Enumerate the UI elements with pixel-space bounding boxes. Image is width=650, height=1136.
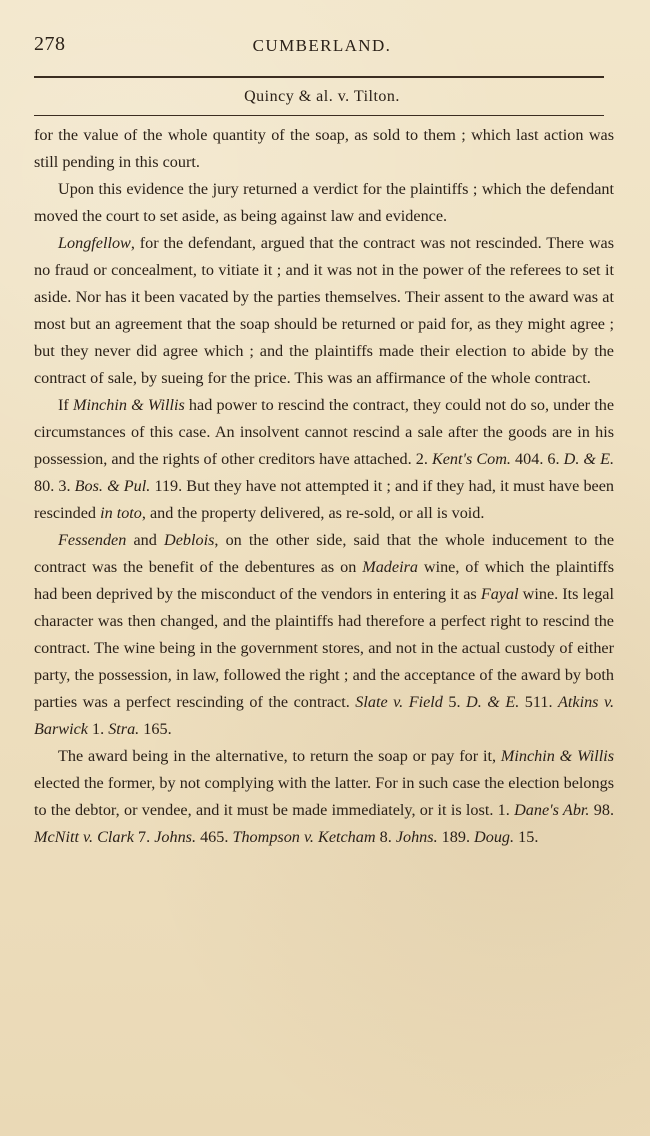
body-text: Upon this evidence the jury returned a verdict for the plaintiffs ; which the defendant moved the court to set aside, as being against law and evidence. xyxy=(34,180,614,225)
body-text: 465. xyxy=(196,828,233,846)
body-text: 7. xyxy=(133,828,155,846)
body-text: 511. xyxy=(519,693,558,711)
body-text: 165. xyxy=(139,720,172,738)
body-text: , and the property delivered, as re-sold, or all is void. xyxy=(141,504,485,522)
body-paragraph xyxy=(34,743,614,851)
italic-text: Atkins v. Barwick xyxy=(34,693,614,738)
body-text: 8. xyxy=(375,828,396,846)
italic-text: Fessenden xyxy=(58,531,127,549)
body-text: 189. xyxy=(437,828,475,846)
body-text: 404. 6. xyxy=(510,450,564,468)
body-text: for the value of the whole quantity of the soap, as sold to them ; which last action was still pending in this court. xyxy=(34,126,614,171)
italic-text: Fayal xyxy=(480,585,519,603)
body-text: 119. But they have not attempted it ; and if they had, it must have been rescinded xyxy=(34,477,614,522)
body-text: 98. xyxy=(589,801,614,819)
italic-text: Kent's Com. xyxy=(431,450,511,468)
running-head xyxy=(34,28,610,56)
body-text: , on the other side, said that the whole inducement to the contract was the benefit of the debentures as on xyxy=(34,531,615,576)
body-text: had power to rescind the contract, they could not do so, under the circumstances of this case. An insolvent cannot rescind a sale after the goods are in his possession, and the rights of other creditors have attached. 2. xyxy=(34,396,615,468)
italic-text: Stra. xyxy=(108,720,140,738)
body-paragraph xyxy=(34,527,614,743)
italic-text: Bos. & Pul. xyxy=(74,477,151,495)
italic-text: in toto xyxy=(100,504,142,522)
italic-text: Deblois xyxy=(164,531,215,549)
italic-text: Johns. xyxy=(154,828,197,846)
italic-text: Longfellow xyxy=(58,234,131,252)
body-text: wine, of which the plaintiffs had been deprived by the misconduct of the vendors in entering it as xyxy=(34,558,614,603)
body-text: wine. Its legal character was then changed, and the plaintiffs had therefore a perfect right to rescind the contract. The wine being in the government stores, and not in the actual custody of either party, the possession, in law, followed the right ; and the acceptance of the award by both parties was a perfect rescinding of the contract. xyxy=(34,585,614,711)
italic-text: Thompson v. Ketcham xyxy=(232,828,376,846)
running-title: CUMBERLAND. xyxy=(252,36,392,55)
italic-text: Dane's Abr. xyxy=(514,801,590,819)
body-text: 1. xyxy=(87,720,109,738)
bottom-rule xyxy=(34,115,604,116)
italic-text: D. & E. xyxy=(466,693,520,711)
body-text: elected the former, by not complying with the latter. For in such case the election belongs to the debtor, or vendee, and it must be made immediately, or it is lost. 1. xyxy=(34,774,614,819)
body-text: The award being in the alternative, to return the soap or pay for it, xyxy=(58,747,501,765)
top-rule xyxy=(34,76,604,78)
italic-text: Madeira xyxy=(362,558,418,576)
italic-text: D. & E. xyxy=(563,450,615,468)
body-paragraph xyxy=(34,176,614,230)
italic-text: McNitt v. Clark xyxy=(34,828,134,846)
page-number: 278 xyxy=(34,33,66,55)
body-text: 15. xyxy=(514,828,539,846)
italic-text: Doug. xyxy=(474,828,515,846)
body-text: 80. 3. xyxy=(34,477,75,495)
body-text: and xyxy=(126,531,165,549)
case-title: Quincy & al. v. Tilton. xyxy=(244,88,400,105)
italic-text: Johns. xyxy=(395,828,438,846)
italic-text: Slate v. Field xyxy=(355,693,443,711)
body-paragraph xyxy=(34,392,614,527)
body-paragraph xyxy=(34,122,614,176)
page-body xyxy=(34,122,614,851)
body-text: If xyxy=(58,396,73,414)
italic-text: Minchin & Willis xyxy=(500,747,615,765)
body-text: , for the defendant, argued that the contract was not rescinded. There was no fraud or concealment, to vitiate it ; and it was not in the power of the referees to set it aside. Nor has it been vacated by the parties themselves. Their assent to the award was at most but an agreement that the soap should be returned or paid for, as they might agree ; but they never did agree which ; and the plaintiffs made their election to abide by the contract of sale, by sueing for the price. This was an affirmance of the whole contract. xyxy=(34,234,614,387)
body-text: 5. xyxy=(442,693,466,711)
body-paragraph xyxy=(34,230,614,392)
italic-text: Minchin & Willis xyxy=(72,396,185,414)
